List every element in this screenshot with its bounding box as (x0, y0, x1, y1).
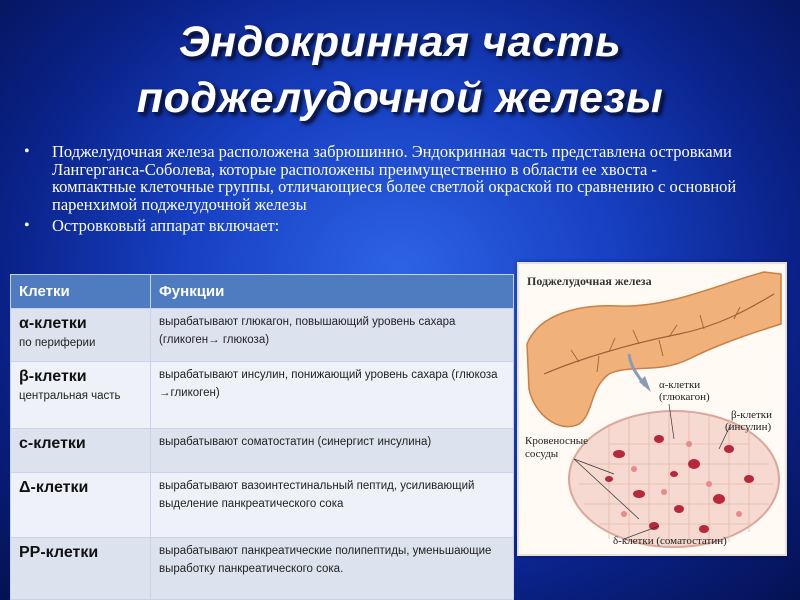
table-row (11, 538, 514, 600)
label-delta: δ-клетки (соматостатин) (613, 535, 727, 547)
label-beta: β-клетки (731, 409, 773, 421)
bullet-dot-icon: • (24, 143, 30, 160)
label-alpha-sub: (глюкагон) (659, 391, 710, 403)
cell-function (151, 362, 514, 429)
label-vessels: Кровеносные (525, 435, 589, 447)
cells-table (10, 274, 514, 600)
header-cells: Клетки (11, 275, 151, 309)
cell-name: β-клетки (19, 368, 87, 385)
function-text: вырабатывают вазоинтестинальный пептид, усиливающий выделение панкреатического сока (159, 480, 475, 510)
label-pancreas: Поджелудочная железа (527, 274, 652, 288)
function-text: вырабатывают инсулин, понижающий уровень сахара (глюкоза →гликоген) (159, 369, 498, 399)
cell-location: центральная часть (19, 390, 121, 402)
cell-type (11, 309, 151, 362)
bullet-list (20, 143, 740, 239)
label-alpha: α-клетки (659, 379, 701, 391)
cell-function (151, 473, 514, 538)
cell-name: PP-клетки (19, 544, 99, 561)
cell-type (11, 538, 151, 600)
cell-type (11, 429, 151, 473)
table-row (11, 362, 514, 429)
bullet-text: Поджелудочная железа расположена забрюшинно. Эндокринная часть представлена островками Лангерганса-Соболева, которые расположены преимущественно в области ее хвоста - компактные клеточные группы, отличающиеся более светлой окраской по сравнению с основной паренхимой поджелудочной железы (52, 142, 737, 214)
function-text: вырабатывают глюкагон, повышающий уровень сахара (гликоген→ глюкоза) (159, 316, 456, 346)
function-text: вырабатывают соматостатин (синергист инсулина) (159, 436, 432, 448)
slide-title (0, 14, 800, 126)
label-vessels-sub: сосуды (525, 448, 559, 460)
cell-type (11, 473, 151, 538)
table-row (11, 309, 514, 362)
title-line-2: поджелудочной железы (136, 74, 664, 122)
cell-type (11, 362, 151, 429)
function-text: вырабатывают панкреатические полипептиды, уменьшающие выработку панкреатического сока. (159, 545, 492, 575)
cell-function (151, 429, 514, 473)
pancreas-illustration (517, 262, 787, 556)
table-row (11, 473, 514, 538)
bullet-dot-icon: • (24, 217, 30, 234)
bullet-item (20, 217, 740, 235)
cell-name: α-клетки (19, 315, 87, 332)
bullet-item (20, 143, 740, 213)
title-line-1: Эндокринная часть (178, 18, 622, 66)
pancreas-shape (527, 272, 781, 427)
table-row (11, 429, 514, 473)
cell-function (151, 538, 514, 600)
bullet-text: Островковый аппарат включает: (52, 216, 280, 235)
label-beta-sub: (инсулин) (725, 421, 772, 433)
table-header-row (11, 275, 514, 309)
cell-name: с-клетки (19, 435, 86, 452)
header-functions: Функции (151, 275, 514, 309)
cell-location: по периферии (19, 337, 96, 349)
cell-name: Δ-клетки (19, 479, 89, 496)
cell-function (151, 309, 514, 362)
